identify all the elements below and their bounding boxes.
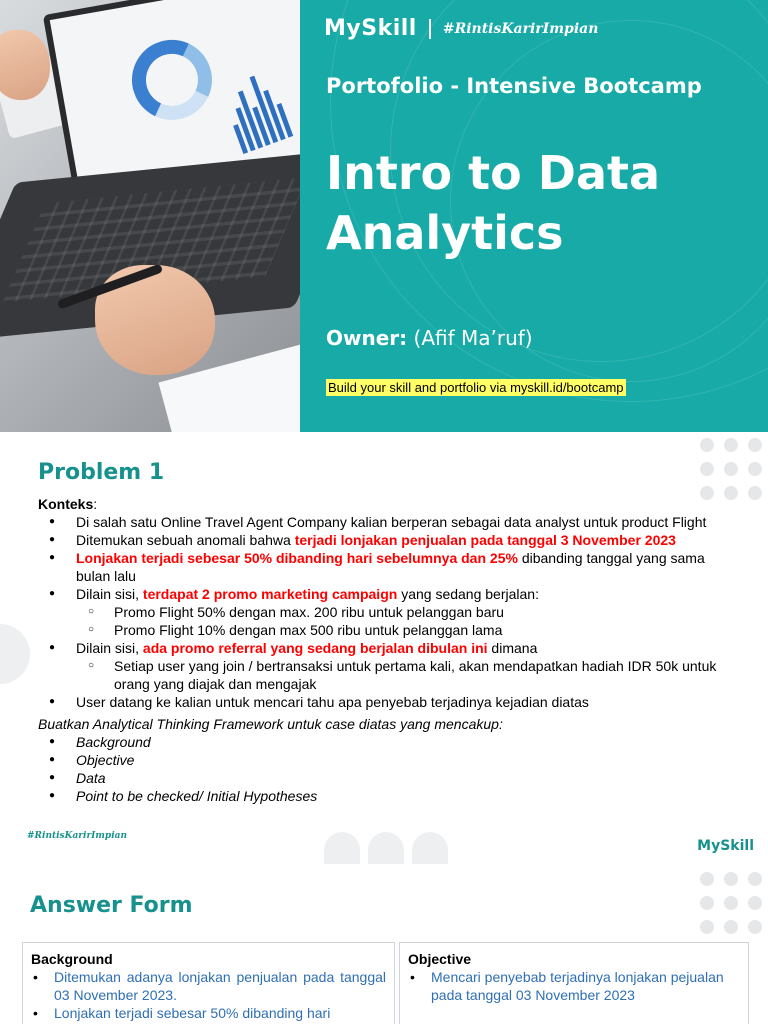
- list-item: [38, 549, 738, 585]
- task-list: [38, 733, 738, 805]
- list-item: [38, 639, 738, 657]
- background-box: [22, 942, 395, 1024]
- decorative-dots: [700, 438, 762, 500]
- list-item: • Mencari penyebab terjadinya lonjakan pejualan pada tanggal 03 November 2023: [408, 968, 740, 1004]
- list-item-text: Ditemukan sebuah anomali bahwa: [76, 532, 295, 548]
- background-title: Background: [31, 951, 113, 967]
- list-item-text: dimana: [487, 640, 538, 656]
- background-list: [31, 968, 386, 1022]
- list-item-text: yang sedang berjalan:: [397, 586, 539, 602]
- brand-hashtag: #RintisKarirImpian: [442, 20, 599, 37]
- list-item-text: Dilain sisi,: [76, 586, 143, 602]
- problem-heading: Problem 1: [38, 460, 165, 485]
- objective-list: [408, 968, 740, 1004]
- decorative-half-circle: [0, 624, 30, 684]
- list-item: ● Di salah satu Online Travel Agent Company kalian berperan sebagai data analyst untuk product Flight: [38, 513, 738, 531]
- left-hand-image: [0, 30, 50, 100]
- list-item: [38, 585, 738, 603]
- bootcamp-link-note[interactable]: Build your skill and portfolio via myskill.id/bootcamp: [328, 380, 624, 395]
- answer-slide: [0, 864, 768, 1024]
- list-item-text: dibanding tanggal yang sama bulan lalu: [76, 550, 705, 584]
- decorative-bumps: [324, 832, 448, 864]
- donut-chart-graphic: [121, 29, 224, 132]
- task-item: ● Point to be checked/ Initial Hypotheses: [38, 787, 738, 805]
- answer-heading: Answer Form: [30, 893, 193, 918]
- cover-slide: [0, 0, 768, 432]
- objective-box: [399, 942, 749, 1024]
- task-item: ● Objective: [38, 751, 738, 769]
- task-intro: Buatkan Analytical Thinking Framework untuk case diatas yang mencakup:: [38, 716, 503, 732]
- objective-title: Objective: [408, 951, 472, 967]
- brand-divider: [429, 19, 431, 39]
- myskill-logo: MySkill: [324, 16, 417, 41]
- task-item: ● Background: [38, 733, 738, 751]
- context-label-line: Konteks:: [38, 496, 98, 512]
- list-item: ● User datang ke kalian untuk mencari tahu apa penyebab terjadinya kejadian diatas: [38, 693, 738, 711]
- brand-header: [324, 16, 598, 41]
- owner-line: [326, 326, 533, 350]
- context-label: Konteks: [38, 496, 94, 512]
- task-item: ● Data: [38, 769, 738, 787]
- cover-title: Intro to Data Analytics: [326, 146, 661, 260]
- cover-panel: [300, 0, 768, 432]
- list-item: • Lonjakan terjadi sebesar 50% dibanding hari: [31, 1004, 386, 1022]
- footer-hashtag: #RintisKarirImpian: [27, 831, 128, 841]
- cover-photo: [0, 0, 300, 432]
- highlight-text: terjadi lonjakan penjualan pada tanggal 3 November 2023: [294, 532, 676, 548]
- sub-list-item: ○ Setiap user yang join / bertransaksi untuk pertama kali, akan mendapatkan hadiah IDR 50k untuk orang yang diajak dan mengajak: [38, 657, 738, 693]
- highlight-text: Lonjakan terjadi sebesar 50% dibanding hari sebelumnya dan 25%: [76, 550, 518, 566]
- cover-subtitle: Portofolio - Intensive Bootcamp: [326, 74, 702, 98]
- list-item: • Ditemukan adanya lonjakan penjualan pada tanggal 03 November 2023.: [31, 968, 386, 1004]
- footer-logo: MySkill: [697, 838, 754, 854]
- decorative-dots: [700, 872, 762, 934]
- problem-slide: [0, 432, 768, 864]
- problem-context: [38, 495, 738, 805]
- list-item-text: Dilain sisi,: [76, 640, 143, 656]
- sub-list-item: ○ Promo Flight 10% dengan max 500 ribu untuk pelanggan lama: [38, 621, 738, 639]
- owner-name: (Afif Ma’ruf): [413, 326, 533, 350]
- context-list: [38, 513, 738, 711]
- highlight-text: ada promo referral yang sedang berjalan dibulan ini: [142, 640, 488, 656]
- list-item: [38, 531, 738, 549]
- bar-chart-graphic: [216, 55, 300, 154]
- owner-label: Owner:: [326, 326, 408, 350]
- sub-list-item: ○ Promo Flight 50% dengan max. 200 ribu untuk pelanggan baru: [38, 603, 738, 621]
- highlight-text: terdapat 2 promo marketing campaign: [142, 586, 398, 602]
